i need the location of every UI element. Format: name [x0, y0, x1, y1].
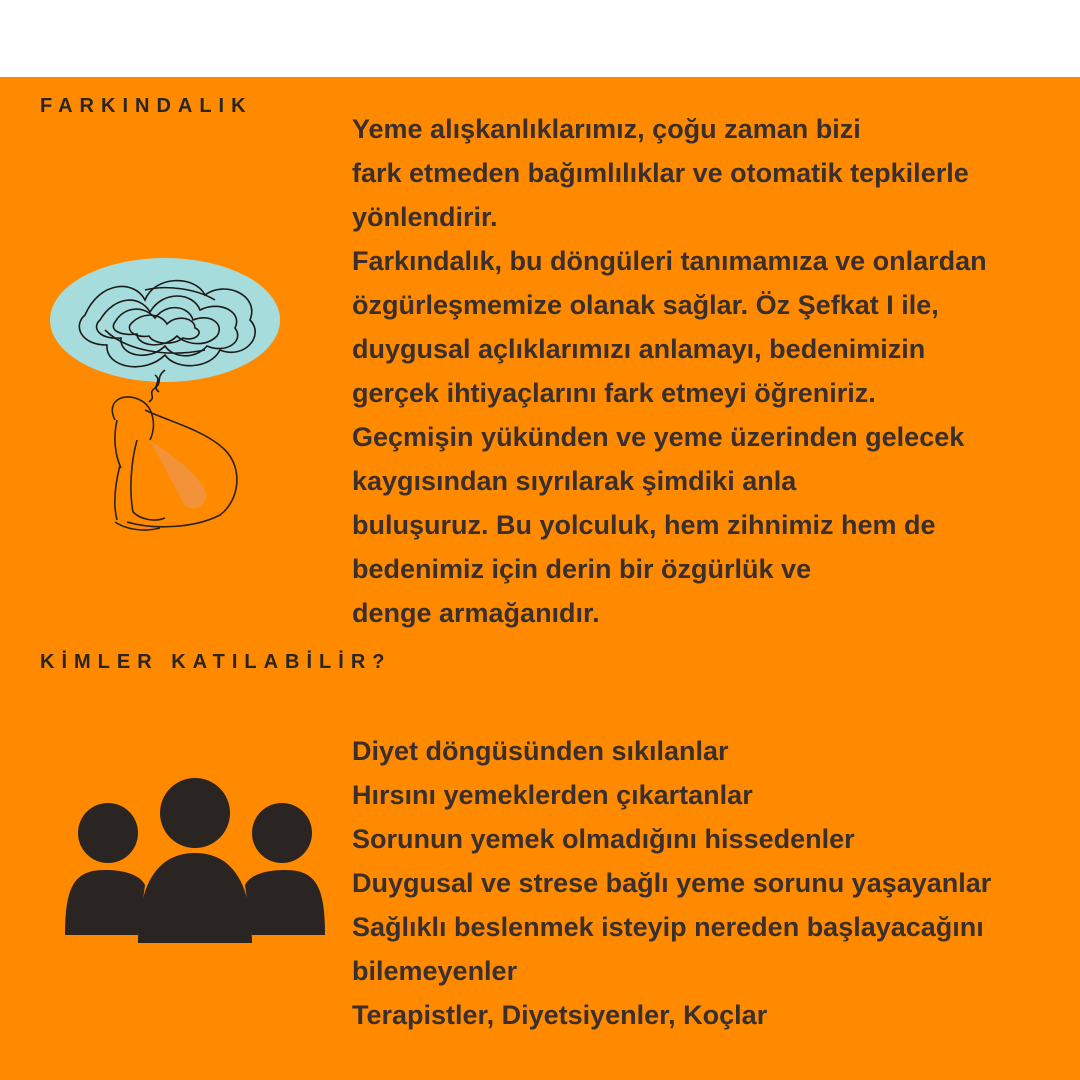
person-skin-tone — [150, 440, 206, 508]
left-person-body — [65, 870, 145, 935]
audience-list — [352, 729, 1067, 1037]
center-person-body — [138, 853, 252, 943]
audience-item: Terapistler, Diyetsiyenler, Koçlar — [352, 1000, 768, 1030]
audience-item: Sağlıklı beslenmek isteyip nereden başlayacağını bilemeyenler — [352, 912, 984, 986]
center-person-head — [160, 778, 230, 848]
audience-item: Hırsını yemeklerden çıkartanlar — [352, 780, 753, 810]
audience-item: Duygusal ve strese bağlı yeme sorunu yaşayanlar — [352, 868, 992, 898]
anxious-person-thought-cloud-icon — [45, 250, 295, 550]
section-heading-who-can-join: KİMLER KATILABİLİR? — [40, 651, 392, 673]
right-person-head — [252, 803, 312, 863]
right-person-body — [245, 870, 325, 935]
awareness-paragraph: Yeme alışkanlıklarımız, çoğu zaman bizi fark etmeden bağımlılıklar ve otomatik tepkilerle yönlendirir. Farkındalık, bu döngüleri tanımamıza ve onlardan özgürleşmemize olanak sağlar. Öz Şefkat I ile, duygusal açlıklarımızı anlamayı, bedenimizin gerçek ihtiyaçlarını fark etmeyi öğreniriz. Geçmişin yükünden ve yeme üzerinden gelecek kaygısından sıyrılarak şimdiki anla buluşuruz. Bu yolculuk, hem zihnimiz hem de bedenimiz için derin bir özgürlük ve denge armağanıdır. — [352, 114, 987, 628]
group-of-people-icon — [60, 775, 330, 945]
audience-item: Diyet döngüsünden sıkılanlar — [352, 736, 729, 766]
top-white-band — [0, 0, 1080, 77]
audience-item: Sorunun yemek olmadığını hissedenler — [352, 824, 855, 854]
left-person-head — [78, 803, 138, 863]
section-heading-awareness: FARKINDALIK — [40, 95, 253, 117]
